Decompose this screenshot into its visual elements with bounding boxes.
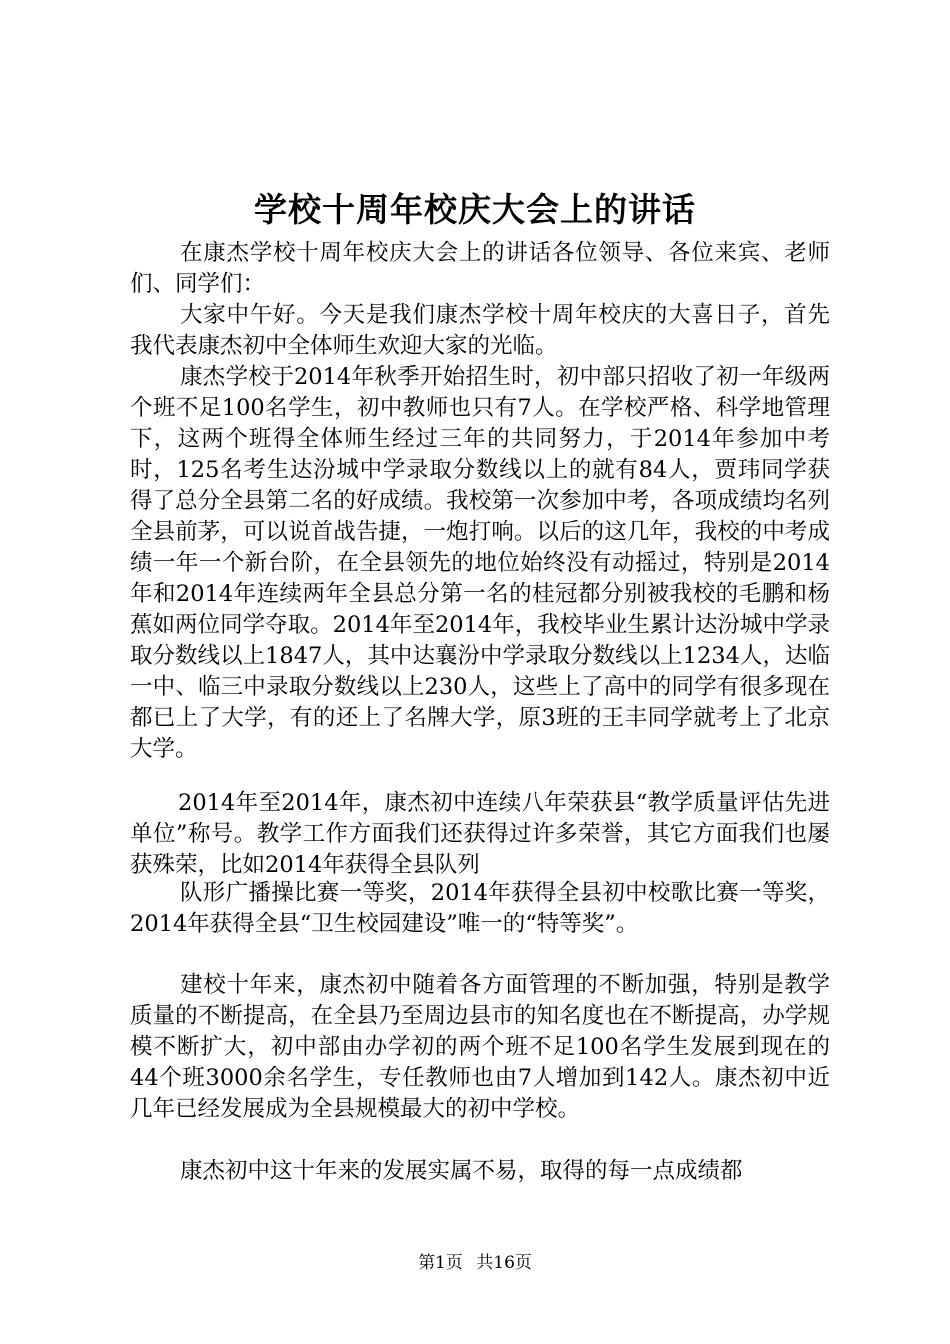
paragraph-growth: 建校十年来，康杰初中随着各方面管理的不断加强，特别是教学质量的不断提高，在全县乃至周边县市的知名度也在不断提高，办学规模不断扩大，初中部由办学初的两个班不足100名学生发展到现在的44个班3000余名学生，专任教师也由7人增加到142人。康杰初中近几年已经发展成为全县规模最大的初中学校。 [130,972,830,1122]
paragraph-closing: 康杰初中这十年来的发展实属不易，取得的每一点成绩都 [180,1158,743,1184]
page-number: 第1页 [418,1253,463,1273]
page-total: 共16页 [476,1253,532,1273]
page-footer [0,1248,950,1273]
paragraph-awards: 队形广播操比赛一等奖，2014年获得全县初中校歌比赛一等奖，2014年获得全县“卫生校园建设”唯一的“特等奖”。 [130,880,830,937]
paragraph-welcome: 大家中午好。今天是我们康杰学校十周年校庆的大喜日子，首先我代表康杰初中全体师生欢迎大家的光临。 [130,302,830,359]
paragraph-honors: 2014年至2014年，康杰初中连续八年荣获县“教学质量评估先进单位”称号。教学工作方面我们还获得过许多荣誉，其它方面我们也屡获殊荣，比如2014年获得全县队列 [130,790,830,878]
paragraph-history: 康杰学校于2014年秋季开始招生时，初中部只招收了初一年级两个班不足100名学生，初中教师也只有7人。在学校严格、科学地管理下，这两个班得全体师生经过三年的共同努力，于2014年参加中考时，125名考生达汾城中学录取分数线以上的就有84人，贾玮同学获得了总分全县第二名的好成绩。我校第一次参加中考，各项成绩均名列全县前茅，可以说首战告捷，一炮打响。以后的这几年，我校的中考成绩一年一个新台阶，在全县领先的地位始终没有动摇过，特别是2014年和2014年连续两年全县总分第一名的桂冠都分别被我校的毛鹏和杨蕉如两位同学夺取。2014年至2014年，我校毕业生累计达汾城中学录取分数线以上1847人，其中达襄汾中学录取分数线以上1234人，达临一中、临三中录取分数线以上230人，这些上了高中的同学有很多现在都已上了大学，有的还上了名牌大学，原3班的王丰同学就考上了北京大学。 [130,364,830,762]
paragraph-greeting: 在康杰学校十周年校庆大会上的讲话各位领导、各位来宾、老师们、同学们： [130,240,830,297]
document-title: 学校十周年校庆大会上的讲话 [254,190,696,229]
